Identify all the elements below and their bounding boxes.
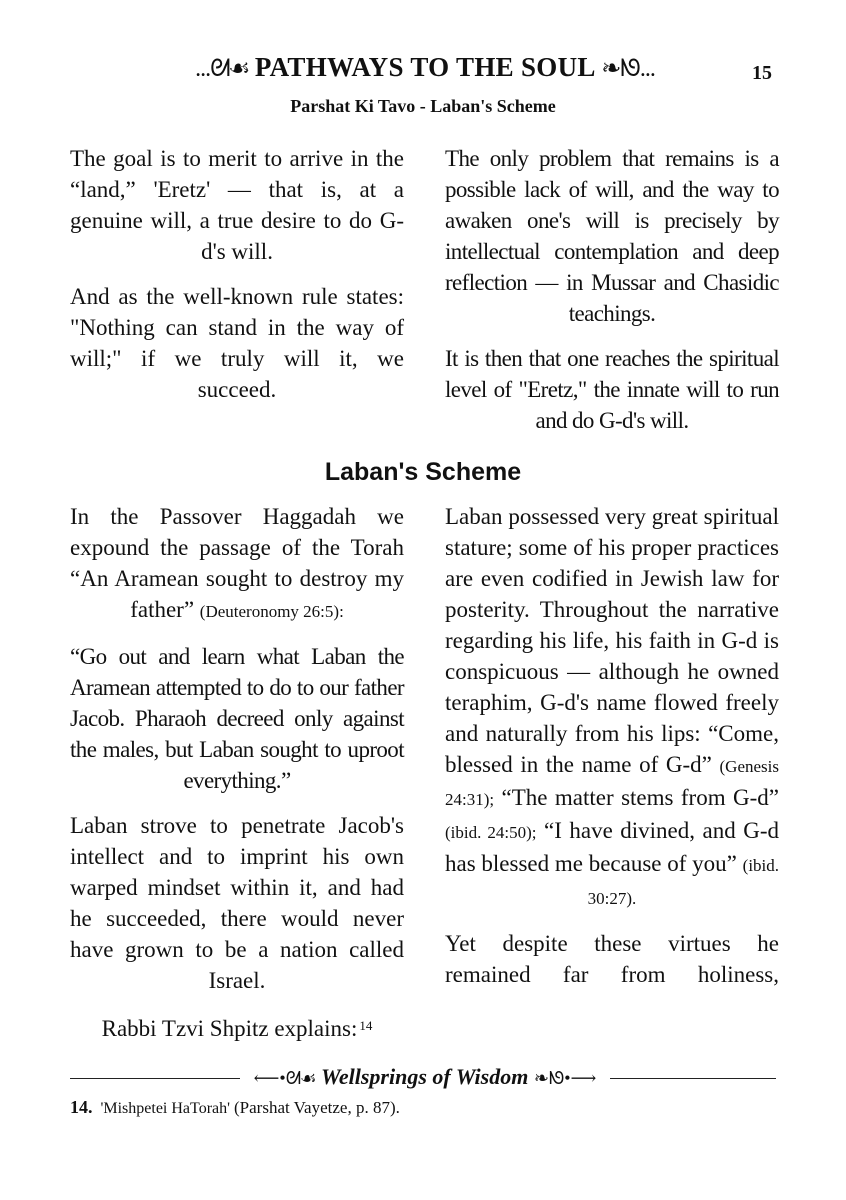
footer-title: Wellsprings of Wisdom bbox=[320, 1064, 529, 1089]
footer-ornament bbox=[240, 1064, 610, 1090]
footnote-title: 'Mishpetei HaTorah' bbox=[100, 1100, 230, 1117]
running-title bbox=[130, 52, 720, 83]
footnote-reference: (Parshat Vayetze, p. 87). bbox=[234, 1098, 400, 1117]
ornament-right-icon: ❧ᘚ... bbox=[601, 56, 655, 82]
scripture-reference: (ibid. 24:50); bbox=[445, 823, 537, 842]
footnote bbox=[70, 1097, 400, 1118]
paragraph: And as the well-known rule states: "Nothing can stand in the way of will;" if we truly will it, we succeed. bbox=[70, 284, 404, 402]
paragraph: Laban strove to penetrate Jacob's intellect and to imprint his own warped mindset within it, and had he succeeded, there would never have grown to be a nation called Israel. bbox=[70, 813, 404, 993]
scripture-reference: (ibid. 30:27). bbox=[587, 856, 780, 908]
chapter-subtitle: Parshat Ki Tavo - Laban's Scheme bbox=[290, 96, 556, 116]
footer-ornament-left-icon: ⟵•ᘛ☙ bbox=[253, 1068, 316, 1088]
paragraph bbox=[70, 501, 404, 627]
running-title-text: PATHWAYS TO THE SOUL bbox=[254, 52, 595, 82]
intro-right-column bbox=[445, 143, 779, 450]
section-left-column bbox=[70, 501, 404, 1058]
footer-ornament-right-icon: ❧ᘚ•⟶ bbox=[533, 1068, 597, 1088]
section-right-column bbox=[445, 501, 779, 1004]
ornament-left-icon: ...ᘛ☙ bbox=[195, 56, 248, 82]
paragraph-text: Rabbi Tzvi Shpitz explains: bbox=[101, 1016, 358, 1041]
paragraph: It is then that one reaches the spiritual level of "Eretz," the innate will to run and do G-d's will. bbox=[445, 346, 779, 433]
paragraph-text: “I have divined, and G-d has blessed me because of you” bbox=[445, 818, 779, 876]
paragraph-text: Laban possessed very great spiritual stature; some of his proper practices are even codified in Jewish law for posterity. Throughout the narrative regarding his life, his faith in G-d is conspicuous — although he owned teraphim, G-d's name flowed freely and naturally from his lips: “Come, blessed in the name of G-d” bbox=[445, 504, 779, 777]
page-number: 15 bbox=[752, 62, 772, 84]
paragraph bbox=[445, 501, 779, 914]
page-header bbox=[0, 52, 846, 92]
intro-left-column bbox=[70, 143, 404, 419]
paragraph: Yet despite these virtues he remained far from holiness, bbox=[445, 931, 779, 987]
paragraph: The goal is to merit to arrive in the “land,” 'Eretz' — that is, at a genuine will, a true desire to do G-d's will. bbox=[70, 146, 404, 264]
scripture-reference: (Genesis 24:31); bbox=[445, 757, 779, 809]
footnote-marker[interactable]: 14 bbox=[359, 1018, 373, 1033]
footnote-number: 14. bbox=[70, 1097, 93, 1117]
quotation-paragraph: “Go out and learn what Laban the Aramean attempted to do to our father Jacob. Pharaoh decreed only against the males, but Laban sought to uproot everything.” bbox=[70, 644, 404, 793]
footer-divider-left bbox=[70, 1078, 255, 1079]
paragraph-text: In the Passover Haggadah we expound the passage of the Torah “An Aramean sought to destroy my father” bbox=[70, 504, 404, 622]
paragraph-text: “The matter stems from G-d” bbox=[501, 785, 779, 810]
paragraph: The only problem that remains is a possible lack of will, and the way to awaken one's will is precisely by intellectual contemplation and deep reflection — in Mussar and Chasidic teachings. bbox=[445, 146, 779, 326]
scripture-reference: (Deuteronomy 26:5): bbox=[199, 602, 344, 621]
paragraph bbox=[70, 1010, 404, 1044]
footer-divider-right bbox=[600, 1078, 776, 1079]
section-heading: Laban's Scheme bbox=[324, 458, 522, 486]
